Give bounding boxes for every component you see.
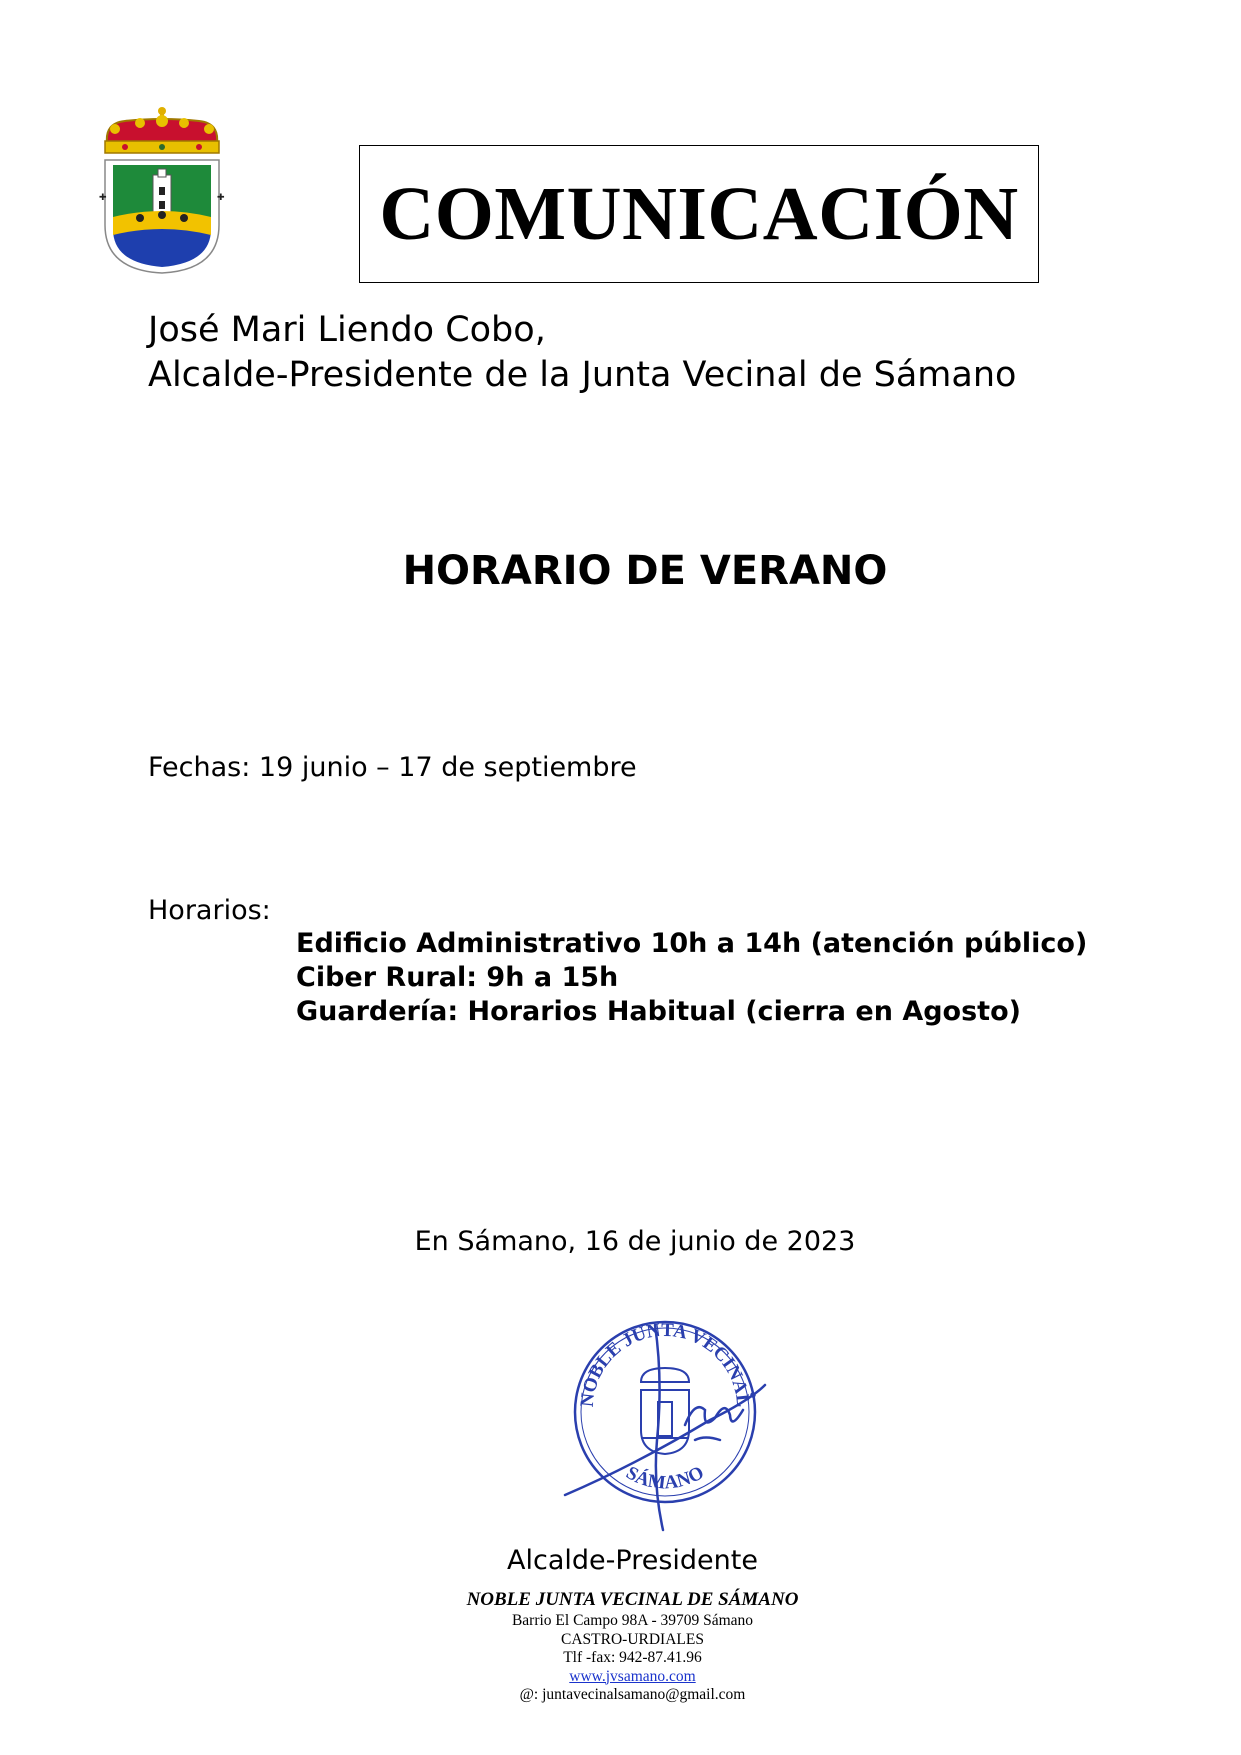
signer-title: Alcalde-Presidente bbox=[507, 1545, 758, 1576]
stamp-text-top: NOBLE JUNTA VECINAL bbox=[576, 1319, 754, 1408]
schedule-item: Edificio Administrativo 10h a 14h (atención público) bbox=[296, 928, 1088, 959]
document-title: COMUNICACIÓN bbox=[379, 171, 1019, 256]
place-and-date: En Sámano, 16 de junio de 2023 bbox=[414, 1226, 856, 1257]
coat-of-arms-icon bbox=[95, 105, 230, 275]
svg-text:✚: ✚ bbox=[217, 193, 225, 203]
dates-line: Fechas: 19 junio – 17 de septiembre bbox=[148, 752, 637, 783]
stamp-text-bottom: SÁMANO bbox=[622, 1462, 708, 1494]
official-seal-with-signature-icon bbox=[545, 1290, 785, 1540]
footer-organization: NOBLE JUNTA VECINAL DE SÁMANO bbox=[466, 1589, 799, 1610]
schedule-label: Horarios: bbox=[148, 895, 271, 926]
author-role: Alcalde-Presidente de la Junta Vecinal de Sámano bbox=[148, 355, 1017, 395]
author-name: José Mari Liendo Cobo, bbox=[148, 310, 546, 350]
footer-address: Barrio El Campo 98A - 39709 Sámano bbox=[511, 1612, 754, 1629]
footer-phone: Tlf -fax: 942-87.41.96 bbox=[563, 1649, 702, 1666]
schedule-item: Guardería: Horarios Habitual (cierra en Agosto) bbox=[296, 996, 1021, 1027]
footer-contact bbox=[0, 1588, 1241, 1705]
footer-website-link[interactable]: www.jvsamano.com bbox=[569, 1667, 696, 1685]
svg-text:✚: ✚ bbox=[99, 193, 107, 203]
footer-email: @: juntavecinalsamano@gmail.com bbox=[519, 1686, 746, 1703]
footer-city: CASTRO-URDIALES bbox=[561, 1630, 704, 1648]
section-heading: HORARIO DE VERANO bbox=[402, 548, 888, 594]
svg-text:SÁMANO bbox=[622, 1462, 707, 1493]
schedule-item: Ciber Rural: 9h a 15h bbox=[296, 962, 619, 993]
svg-text:NOBLE JUNTA VECINAL bbox=[577, 1320, 753, 1408]
title-box bbox=[359, 145, 1039, 283]
